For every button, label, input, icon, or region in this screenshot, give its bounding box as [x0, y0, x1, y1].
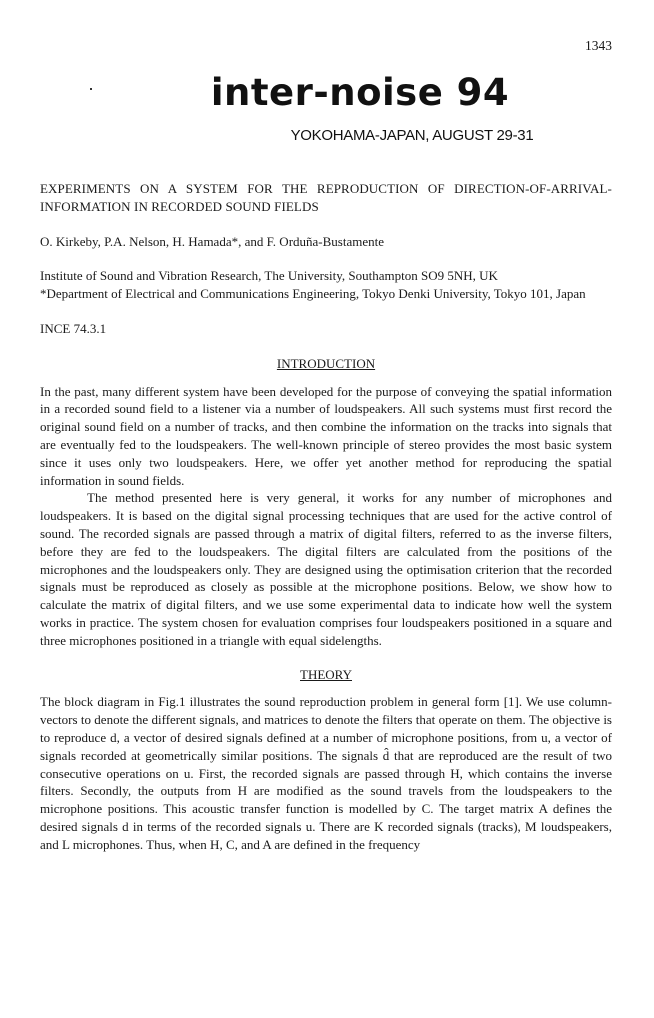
conference-logo-text: inter-noise 94 [210, 71, 510, 114]
affiliation-2: *Department of Electrical and Communications Engineering, Tokyo Denki University, Tokyo 101, Japan [40, 286, 586, 302]
conference-subtitle: YOKOHAMA-JAPAN, AUGUST 29-31 [290, 127, 534, 144]
page-number: 1343 [585, 38, 612, 53]
paper-body [40, 180, 612, 854]
introduction-heading: INTRODUCTION [276, 355, 376, 371]
affiliation-1: Institute of Sound and Vibration Research, The University, Southampton SO9 5NH, UK [40, 268, 498, 284]
paper-title: EXPERIMENTS ON A SYSTEM FOR THE REPRODUCTION OF DIRECTION-OF-ARRIVAL-INFORMATION IN RECORDED SOUND FIELDS [40, 181, 612, 214]
introduction-paragraph-1: In the past, many different system have been developed for the purpose of conveying the spatial information in a recorded sound field to a listener via a number of loudspeakers. All such systems must first record the original sound field on a number of tracks, and then combine the information on the tracks into signals that are eventually fed to the loudspeakers. The well-known principle of stereo provides the most basic system since it uses only two loudspeakers. Here, we offer yet another method for reproducing the spatial information in sound fields. [40, 383, 612, 488]
conference-logo [0, 71, 654, 114]
introduction-paragraph-2: The method presented here is very general, it works for any number of microphones and loudspeakers. It is based on the digital signal processing techniques that are used for the active control of sound. The recorded signals are passed through a matrix of digital filters, referred to as the inverse filters, before they are fed to the loudspeakers. The digital filters are calculated from the positions of the microphones and the loudspeakers only. They are designed using the optimisation criterion that the recorded signals must be reproduced as closely as possible at the microphone positions. Below, we show how to calculate the matrix of digital filters, and we use some experimental data to indicate how well the system works in practice. The system chosen for evaluation comprises four loudspeakers positioned in a square and three microphones positioned in a triangle with equal sidelengths. [40, 490, 612, 648]
theory-heading: THEORY [300, 666, 352, 682]
section-gap [40, 650, 612, 666]
paper-affiliations [40, 267, 612, 303]
ince-code: INCE 74.3.1 [40, 320, 107, 336]
paper-authors: O. Kirkeby, P.A. Nelson, H. Hamada*, and F. Orduña-Bustamente [40, 233, 384, 249]
theory-paragraph-1: The block diagram in Fig.1 illustrates the sound reproduction problem in general form [1]. We use column-vectors to denote the different signals, and matrices to denote the filters that operate on them. The objective is to reproduce d, a vector of desired signals defined at a number of microphone positions, from u, a vector of signals recorded at geometrically similar positions. The signals d̂ that are reproduced are the result of two consecutive operations on u. First, the recorded signals are passed through H, which contains the inverse filters. Secondly, the outputs from H are modified as the sound travels from the loudspeakers to the microphone positions. This acoustic transfer function is modelled by C. The target matrix A defines the desired signals d in terms of the recorded signals u. There are K recorded signals (tracks), M loudspeakers, and L microphones. Thus, when H, C, and A are defined in the frequency [40, 694, 612, 852]
conference-subtitle-wrap [0, 127, 654, 145]
